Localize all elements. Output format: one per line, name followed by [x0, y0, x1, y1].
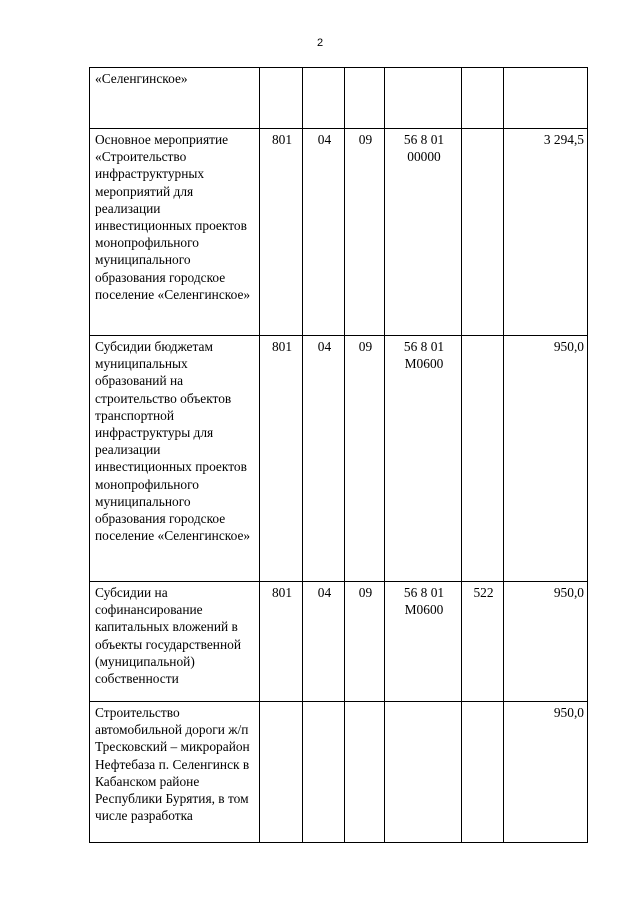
cell-code3: [345, 702, 385, 843]
cell-name: «Селенгинское»: [90, 68, 260, 129]
cell-amount: 950,0: [504, 582, 588, 702]
cell-code1: 801: [260, 129, 303, 336]
cell-vr: [462, 129, 504, 336]
cell-target: 56 8 01 00000: [385, 129, 462, 336]
cell-amount: [504, 68, 588, 129]
table-row: [90, 336, 588, 582]
cell-code2: 04: [303, 582, 345, 702]
budget-table: [89, 67, 588, 843]
cell-target: 56 8 01 М0600: [385, 582, 462, 702]
cell-code1: 801: [260, 582, 303, 702]
cell-code1: [260, 702, 303, 843]
cell-code3: 09: [345, 336, 385, 582]
cell-vr: 522: [462, 582, 504, 702]
cell-vr: [462, 702, 504, 843]
cell-name: Основное мероприятие «Строительство инфраструктурных мероприятий для реализации инвестиционных проектов монопрофильного муниципального образования городское поселение «Селенгинское»: [90, 129, 260, 336]
cell-amount: 950,0: [504, 336, 588, 582]
table-row: [90, 702, 588, 843]
cell-vr: [462, 336, 504, 582]
page-number: 2: [316, 37, 324, 49]
cell-code1: [260, 68, 303, 129]
cell-code2: [303, 702, 345, 843]
cell-code2: [303, 68, 345, 129]
cell-name: Строительство автомобильной дороги ж/п Тресковский – микрорайон Нефтебаза п. Селенгинск в Кабанском районе Республики Бурятия, в том числе разработка: [90, 702, 260, 843]
cell-code2: 04: [303, 336, 345, 582]
cell-target: [385, 702, 462, 843]
cell-amount: 3 294,5: [504, 129, 588, 336]
table-row: [90, 129, 588, 336]
cell-target: 56 8 01 М0600: [385, 336, 462, 582]
cell-code3: 09: [345, 129, 385, 336]
table-row: [90, 68, 588, 129]
cell-vr: [462, 68, 504, 129]
cell-code2: 04: [303, 129, 345, 336]
cell-code3: 09: [345, 582, 385, 702]
cell-name: Субсидии на софинансирование капитальных вложений в объекты государственной (муниципальной) собственности: [90, 582, 260, 702]
cell-code1: 801: [260, 336, 303, 582]
cell-target: [385, 68, 462, 129]
cell-code3: [345, 68, 385, 129]
table-row: [90, 582, 588, 702]
cell-amount: 950,0: [504, 702, 588, 843]
cell-name: Субсидии бюджетам муниципальных образований на строительство объектов транспортной инфраструктуры для реализации инвестиционных проектов монопрофильного муниципального образования городское поселение «Селенгинское»: [90, 336, 260, 582]
